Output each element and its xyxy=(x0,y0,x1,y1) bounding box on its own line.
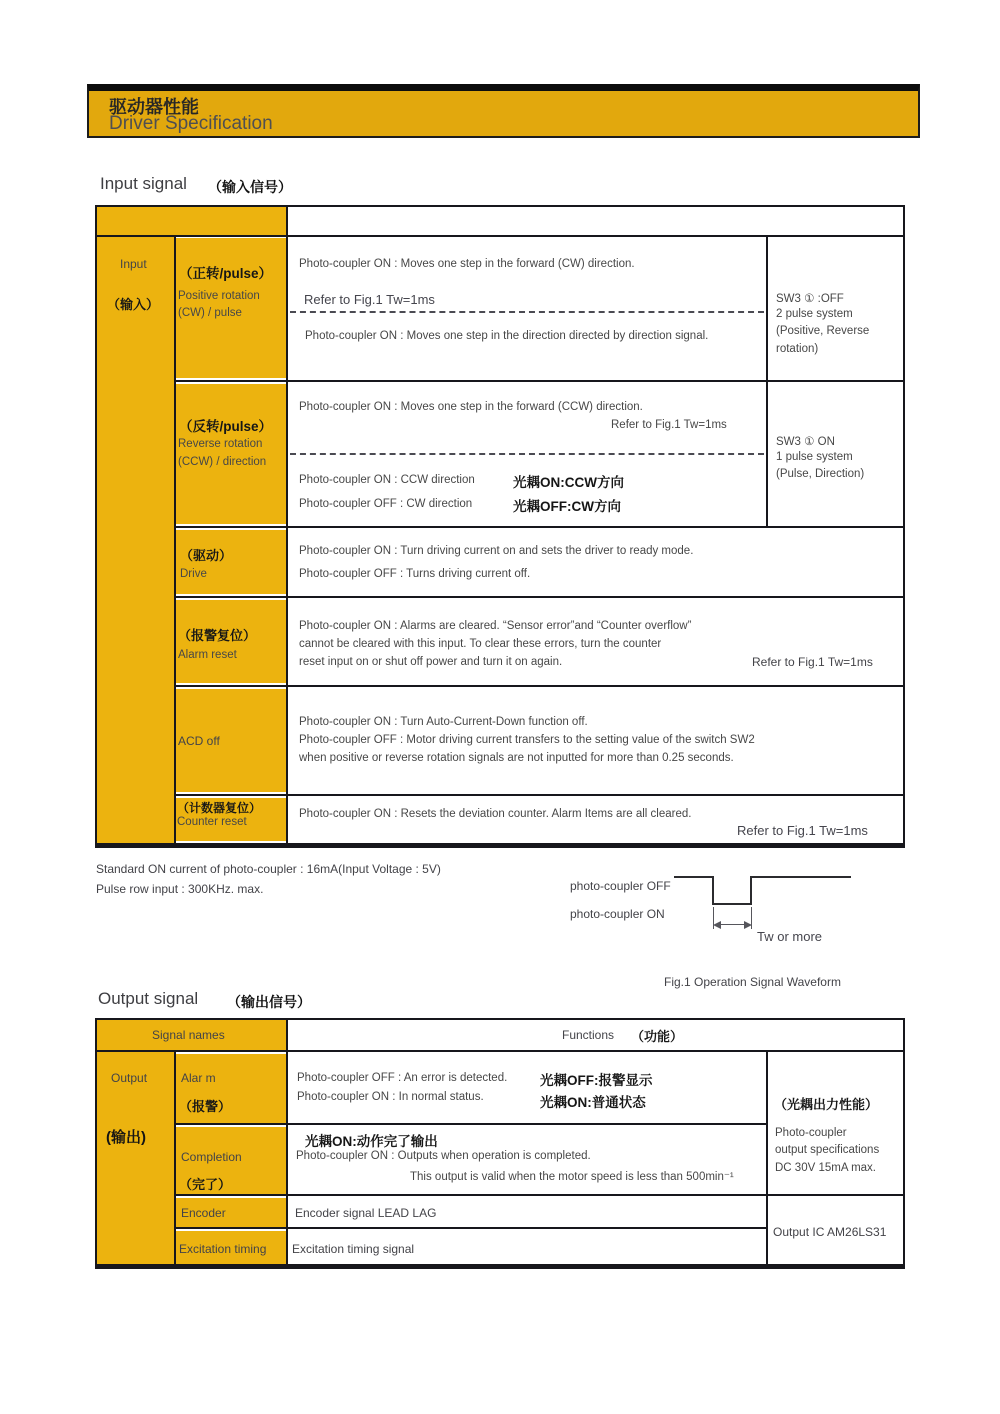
input-group-en: Input xyxy=(120,257,147,271)
orow2-line0-zh: 光耦ON:动作完了输出 xyxy=(305,1134,438,1149)
arrow-left-icon xyxy=(713,921,721,929)
row1-refer: Refer to Fig.1 Tw=1ms xyxy=(304,292,435,307)
row5-line1: Photo-coupler ON : Turn Auto-Current-Down function off. xyxy=(299,716,588,728)
waveform-high-line-2 xyxy=(750,876,851,878)
title-bar xyxy=(87,84,920,138)
divider xyxy=(95,1264,905,1269)
row5-name-en1: ACD off xyxy=(178,734,220,748)
row2-line2-zh: 光耦ON:CCW方向 xyxy=(513,475,624,490)
row2-line1: Photo-coupler ON : Moves one step in the forward (CCW) direction. xyxy=(299,401,643,413)
row3-name-en1: Drive xyxy=(180,568,207,580)
orow1-name-zh: （报警） xyxy=(179,1099,232,1114)
row4-name-zh: （报警复位） xyxy=(178,628,257,643)
row1-line1: Photo-coupler ON : Moves one step in the forward (CW) direction. xyxy=(299,258,635,270)
row1-note-2: 2 pulse system xyxy=(776,308,853,320)
input-table-header-cell xyxy=(97,207,286,235)
divider xyxy=(174,794,905,796)
orow4-name-en: Excitation timing xyxy=(179,1242,267,1256)
divider xyxy=(174,380,905,382)
row3-line1: Photo-coupler ON : Turn driving current on and sets the driver to ready mode. xyxy=(299,545,694,557)
waveform-label-off: photo-coupler OFF xyxy=(570,879,671,893)
input-section-heading-en: Input signal xyxy=(100,174,187,193)
arrow-right-icon xyxy=(744,921,752,929)
output-note-ic: Output IC AM26LS31 xyxy=(773,1225,887,1239)
orow1-line2: Photo-coupler ON : In normal status. xyxy=(297,1091,484,1103)
divider xyxy=(766,235,768,528)
divider xyxy=(174,526,905,528)
row1-name-zh: （正转/pulse） xyxy=(179,266,273,281)
divider xyxy=(95,843,905,848)
orow4-line1: Excitation timing signal xyxy=(292,1242,415,1256)
divider xyxy=(95,205,97,848)
input-group-zh: （输入） xyxy=(107,297,160,312)
figure-caption: Fig.1 Operation Signal Waveform xyxy=(664,975,841,989)
divider xyxy=(766,1050,768,1266)
input-group-cell xyxy=(97,237,174,843)
footnote-current: Standard ON current of photo-coupler : 16mA(Input Voltage : 5V) xyxy=(96,862,441,876)
footnote-pulse: Pulse row input : 300KHz. max. xyxy=(96,882,264,896)
divider xyxy=(903,1018,905,1266)
orow2-name-zh: （完了） xyxy=(179,1177,232,1192)
orow1-line2-zh: 光耦ON:普通状态 xyxy=(540,1095,646,1110)
waveform-tw-label: Tw or more xyxy=(757,929,823,944)
row2-refer: Refer to Fig.1 Tw=1ms xyxy=(611,419,727,431)
output-note-title-zh: （光耦出力性能） xyxy=(774,1097,879,1112)
output-section-heading-zh: （输出信号） xyxy=(227,994,311,1010)
input-section-heading-zh: （输入信号） xyxy=(208,179,292,195)
row1-note-1: SW3 ① :OFF xyxy=(776,293,844,305)
row6-name-zh: （计数器复位） xyxy=(177,801,262,815)
output-header-signal-names: Signal names xyxy=(152,1028,225,1042)
orow1-line1-zh: 光耦OFF:报警显示 xyxy=(540,1073,653,1088)
output-header-functions-zh: （功能） xyxy=(631,1029,684,1044)
row1-name-en2: (CW) / pulse xyxy=(178,307,242,319)
row1-note-4: rotation) xyxy=(776,343,819,355)
divider xyxy=(174,1123,767,1125)
row5-line2: Photo-coupler OFF : Motor driving current transfers to the setting value of the switch SW2 xyxy=(299,734,755,746)
waveform-falling-edge xyxy=(712,876,714,905)
orow1-name-en: Alar m xyxy=(181,1071,216,1085)
divider xyxy=(286,1018,288,1266)
divider xyxy=(95,235,905,237)
orow3-line1: Encoder signal LEAD LAG xyxy=(295,1206,437,1220)
row2-note-1: SW3 ① ON xyxy=(776,436,835,448)
row6-refer: Refer to Fig.1 Tw=1ms xyxy=(737,823,868,838)
row2-line3: Photo-coupler OFF : CW direction xyxy=(299,498,473,510)
waveform-low-line xyxy=(712,903,752,905)
divider xyxy=(95,1018,905,1020)
divider xyxy=(174,1194,905,1196)
row2-name-en1: Reverse rotation xyxy=(178,438,263,450)
row2-name-en2: (CCW) / direction xyxy=(178,456,267,468)
row6-line1: Photo-coupler ON : Resets the deviation counter. Alarm Items are all cleared. xyxy=(299,808,692,820)
orow2-line1: Photo-coupler ON : Outputs when operation is completed. xyxy=(296,1150,591,1162)
row2-line3-zh: 光耦OFF:CW方向 xyxy=(513,499,621,514)
row1-note-3: (Positive, Reverse xyxy=(776,325,870,337)
divider xyxy=(95,1018,97,1269)
divider xyxy=(95,1050,905,1052)
output-note-pc2: output specifications xyxy=(775,1144,880,1156)
output-header-functions-en: Functions xyxy=(562,1028,615,1042)
row4-name-en1: Alarm reset xyxy=(178,649,237,661)
orow2-line2: This output is valid when the motor speed is less than 500min⁻¹ xyxy=(410,1171,734,1183)
row6-name-en1: Counter reset xyxy=(177,816,247,828)
divider xyxy=(95,205,905,207)
output-group-zh: (输出) xyxy=(106,1129,146,1146)
row2-name-zh: （反转/pulse） xyxy=(179,419,273,434)
row2-line2: Photo-coupler ON : CCW direction xyxy=(299,474,475,486)
divider xyxy=(174,685,905,687)
row2-note-3: (Pulse, Direction) xyxy=(776,468,865,480)
divider xyxy=(174,235,176,845)
waveform-rising-edge xyxy=(750,876,752,905)
row4-line3: reset input on or shut off power and turn it on again. xyxy=(299,656,563,668)
page-title-zh: 驱动器性能 xyxy=(109,97,199,117)
output-section-heading-en: Output signal xyxy=(98,989,199,1008)
row4-line1: Photo-coupler ON : Alarms are cleared. “Sensor error”and “Counter overflow” xyxy=(299,620,692,632)
orow1-line1: Photo-coupler OFF : An error is detected. xyxy=(297,1072,508,1084)
row4-refer: Refer to Fig.1 Tw=1ms xyxy=(752,655,873,669)
output-note-pc1: Photo-coupler xyxy=(775,1127,847,1139)
dashed-divider xyxy=(290,311,764,313)
page-title-en: Driver Specification xyxy=(109,113,273,134)
row5-line3: when positive or reverse rotation signals are not inputted for more than 0.25 seconds. xyxy=(299,752,734,764)
row3-line2: Photo-coupler OFF : Turns driving current off. xyxy=(299,568,531,580)
orow2-name-en: Completion xyxy=(181,1150,242,1164)
row1-name-en1: Positive rotation xyxy=(178,290,260,302)
divider xyxy=(174,596,905,598)
input-row2-name-cell xyxy=(176,384,286,524)
divider xyxy=(174,1050,176,1266)
output-note-pc3: DC 30V 15mA max. xyxy=(775,1162,876,1174)
row4-line2: cannot be cleared with this input. To clear these errors, turn the counter xyxy=(299,638,662,650)
divider xyxy=(286,205,288,845)
row1-line2: Photo-coupler ON : Moves one step in the direction directed by direction signal. xyxy=(305,330,709,342)
row3-name-zh: （驱动） xyxy=(180,548,233,563)
waveform-label-on: photo-coupler ON xyxy=(570,907,665,921)
waveform-high-line-1 xyxy=(674,876,714,878)
divider xyxy=(903,205,905,845)
output-group-en: Output xyxy=(111,1071,148,1085)
orow3-name-en: Encoder xyxy=(181,1206,226,1220)
dashed-divider xyxy=(290,453,764,455)
row2-note-2: 1 pulse system xyxy=(776,451,853,463)
divider xyxy=(174,1227,767,1229)
